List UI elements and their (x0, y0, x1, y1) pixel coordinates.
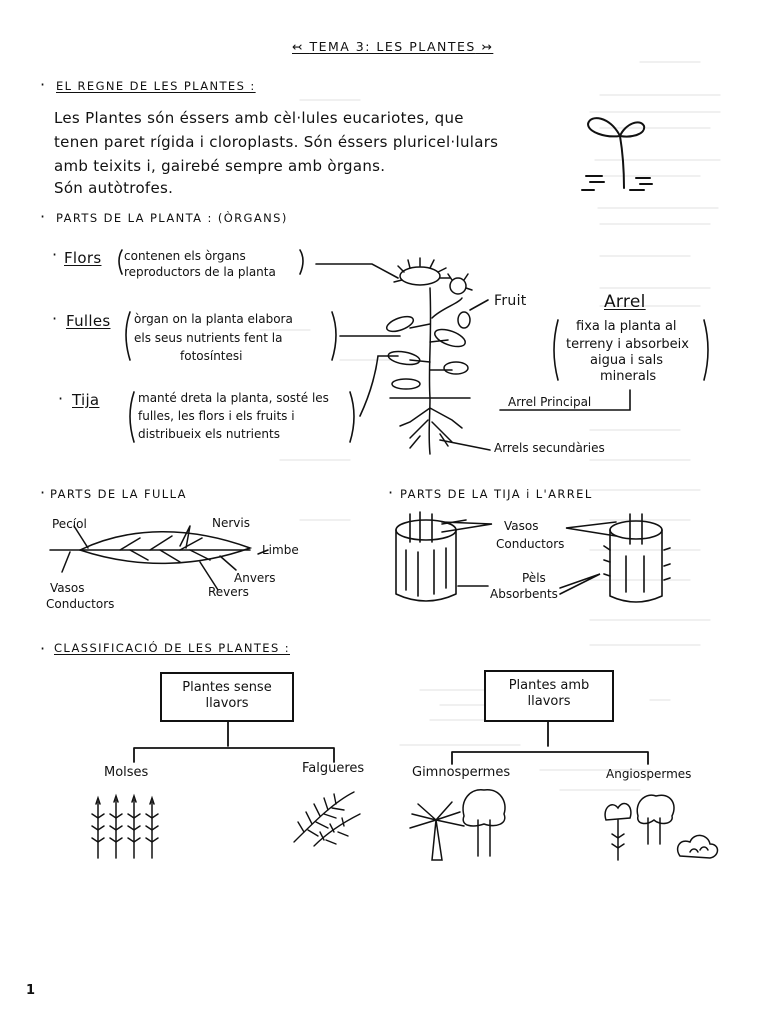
nervis-label: Nervis (212, 516, 250, 530)
bullet-icon: · (40, 75, 46, 94)
section-parts-tija-heading: PARTS DE LA TIJA i L'ARREL (400, 487, 593, 501)
gymnosperm-drawing (404, 780, 514, 860)
tija-vasos-label-2: Conductors (496, 537, 565, 551)
tija-desc-3: distribueix els nutrients (138, 427, 280, 441)
bullet-icon: · (58, 389, 64, 408)
angiosperm-drawing (598, 784, 728, 864)
bullet-icon: · (52, 309, 58, 328)
regne-line-2: tenen paret rígida i cloroplasts. Són éssers pluricel·lulars (54, 133, 499, 151)
leaf-angiospermes: Angiospermes (606, 767, 692, 781)
title-arrow-left-icon: ↢ (292, 39, 310, 54)
tija-label: Tija (72, 391, 100, 409)
pels-label-2: Absorbents (490, 587, 558, 601)
limbe-label: Limbe (262, 543, 299, 557)
tija-vasos-label-1: Vasos (504, 519, 539, 533)
title-text: TEMA 3: LES PLANTES (309, 39, 476, 54)
page-number: 1 (26, 983, 36, 998)
section-classificacio-heading: CLASSIFICACIÓ DE LES PLANTES : (54, 641, 290, 655)
peciol-label: Pecíol (52, 517, 87, 531)
arrel-desc-3: aigua i sals (590, 353, 664, 368)
section-parts-planta-heading: PARTS DE LA PLANTA : (ÒRGANS) (56, 211, 288, 225)
box-left-line-2: llavors (205, 696, 249, 712)
moss-drawing (88, 794, 168, 864)
pels-label-1: Pèls (522, 571, 546, 585)
fulles-label: Fulles (66, 312, 111, 330)
fulles-desc-2: els seus nutrients fent la (134, 331, 283, 345)
fulles-desc-3: fotosíntesi (180, 349, 243, 363)
box-left-line-1: Plantes sense (182, 680, 272, 695)
fern-drawing (284, 782, 364, 852)
regne-line-3: amb teixits i, gairebé sempre amb òrgans. (54, 157, 386, 175)
leaf-vasos-label-1: Vasos (50, 581, 85, 595)
leaf-falgueres: Falgueres (302, 761, 365, 776)
arrel-desc-1: fixa la planta al (576, 319, 677, 334)
title-arrow-right-icon: ↣ (475, 39, 494, 54)
box-right-line-1: Plantes amb (508, 678, 590, 693)
arrel-desc-2: terreny i absorbeix (566, 337, 689, 352)
regne-line-4: Són autòtrofes. (54, 179, 174, 197)
arrel-principal-label: Arrel Principal (508, 395, 592, 409)
fulles-desc-1: òrgan on la planta elabora (134, 312, 293, 326)
anvers-label: Anvers (234, 571, 276, 585)
section-regne-heading: EL REGNE DE LES PLANTES : (56, 79, 256, 93)
arrels-secundaries-label: Arrels secundàries (494, 441, 605, 455)
flors-desc-2: reproductors de la planta (124, 265, 276, 279)
regne-line-1: Les Plantes són éssers amb cèl·lules eucariotes, que (54, 109, 464, 127)
bullet-icon: · (40, 639, 46, 658)
arrel-desc-4: minerals (600, 369, 657, 384)
flors-label: Flors (64, 249, 102, 267)
fruit-label: Fruit (494, 293, 527, 309)
tija-desc-1: manté dreta la planta, sosté les (138, 391, 329, 405)
section-parts-fulla-heading: PARTS DE LA FULLA (50, 487, 187, 501)
bullet-icon: · (40, 483, 46, 502)
revers-label: Revers (208, 585, 249, 599)
leaf-gimnospermes: Gimnospermes (412, 765, 511, 780)
bullet-icon: · (388, 483, 394, 502)
box-right-line-2: llavors (527, 694, 571, 710)
arrel-title: Arrel (604, 292, 646, 312)
tija-desc-2: fulles, les flors i els fruits i (138, 409, 295, 423)
flors-desc-1: contenen els òrgans (124, 249, 246, 263)
bullet-icon: · (40, 207, 46, 226)
bullet-icon: · (52, 245, 58, 264)
leaf-molses: Molses (104, 765, 149, 780)
leaf-vasos-label-2: Conductors (46, 597, 115, 611)
